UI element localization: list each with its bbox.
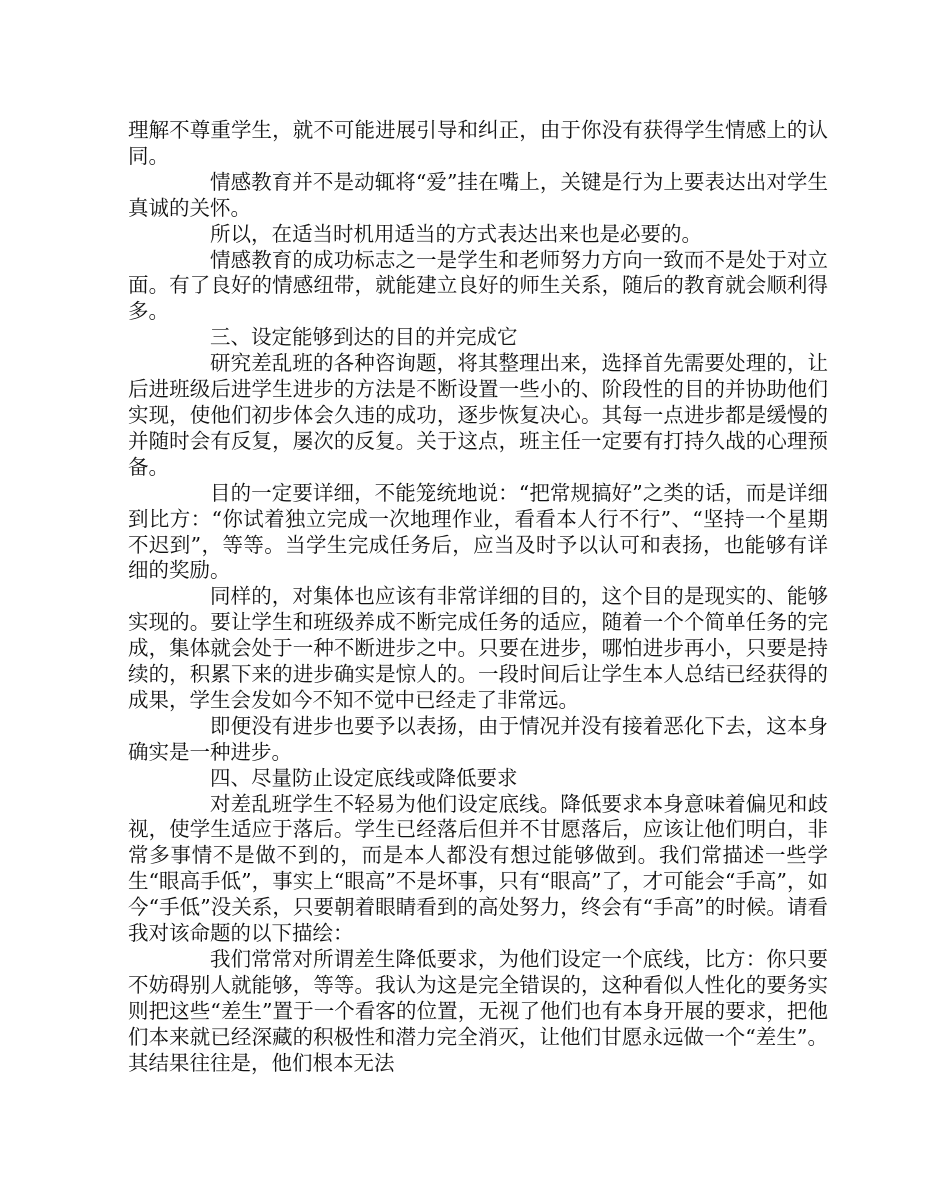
paragraph: 即便没有进步也要予以表扬，由于情况并没有接着恶化下去，这本身确实是一种进步。 bbox=[128, 713, 828, 764]
section-heading: 三、设定能够到达的目的并完成它 bbox=[210, 325, 518, 350]
paragraph: 情感教育的成功标志之一是学生和老师努力方向一致而不是处于对立面。有了良好的情感纽带，就能建立良好的师生关系，随后的教育就会顺利得多。 bbox=[128, 247, 828, 324]
paragraph: 理解不尊重学生，就不可能进展引导和纠正，由于你没有获得学生情感上的认同。 bbox=[128, 118, 828, 168]
paragraph: 同样的，对集体也应该有非常详细的目的，这个目的是现实的、能够实现的。要让学生和班级养成不断完成任务的适应，随着一个个简单任务的完成，集体就会处于一种不断进步之中。只要在进步，哪怕进步再小，只要是持续的，积累下来的进步确实是惊人的。一段时间后让学生本人总结已经获得的成果，学生会发如今不知不觉中已经走了非常远。 bbox=[128, 584, 828, 712]
paragraph: 所以，在适当时机用适当的方式表达出来也是必要的。 bbox=[210, 221, 702, 246]
paragraph: 情感教育并不是动辄将“爱”挂在嘴上，关键是行为上要表达出对学生真诚的关怀。 bbox=[128, 169, 828, 220]
paragraph: 我们常常对所谓差生降低要求，为他们设定一个底线，比方：你只要不妨碍别人就能够，等等。我认为这是完全错误的，这种看似人性化的要务实则把这些“差生”置于一个看客的位置，无视了他们也有本身开展的要求，把他们本来就已经深藏的积极性和潜力完全消灭，让他们甘愿永远做一个“差生”。其结果往往是，他们根本无法 bbox=[128, 947, 828, 1075]
paragraph: 对差乱班学生不轻易为他们设定底线。降低要求本身意味着偏见和歧视，使学生适应于落后。学生已经落后但并不甘愿落后，应该让他们明白，非常多事情不是做不到的，而是本人都没有想过能够做到。我们常描述一些学生“眼高手低”，事实上“眼高”不是坏事，只有“眼高”了，才可能会“手高”，如今“手低”没关系，只要朝着眼睛看到的高处努力，终会有“手高”的时候。请看我对该命题的以下描绘： bbox=[128, 791, 828, 946]
document-page bbox=[128, 118, 828, 1077]
section-heading: 四、尽量防止设定底线或降低要求 bbox=[210, 765, 518, 790]
paragraph: 目的一定要详细，不能笼统地说：“把常规搞好”之类的话，而是详细到比方：“你试着独立完成一次地理作业，看看本人行不行”、“坚持一个星期不迟到”，等等。当学生完成任务后，应当及时予以认可和表扬，也能够有详细的奖励。 bbox=[128, 480, 828, 583]
paragraph: 研究差乱班的各种咨询题，将其整理出来，选择首先需要处理的，让后进班级后进学生进步的方法是不断设置一些小的、阶段性的目的并协助他们实现，使他们初步体会久违的成功，逐步恢复决心。其每一点进步都是缓慢的并随时会有反复，屡次的反复。关于这点，班主任一定要有打持久战的心理预备。 bbox=[128, 351, 828, 479]
